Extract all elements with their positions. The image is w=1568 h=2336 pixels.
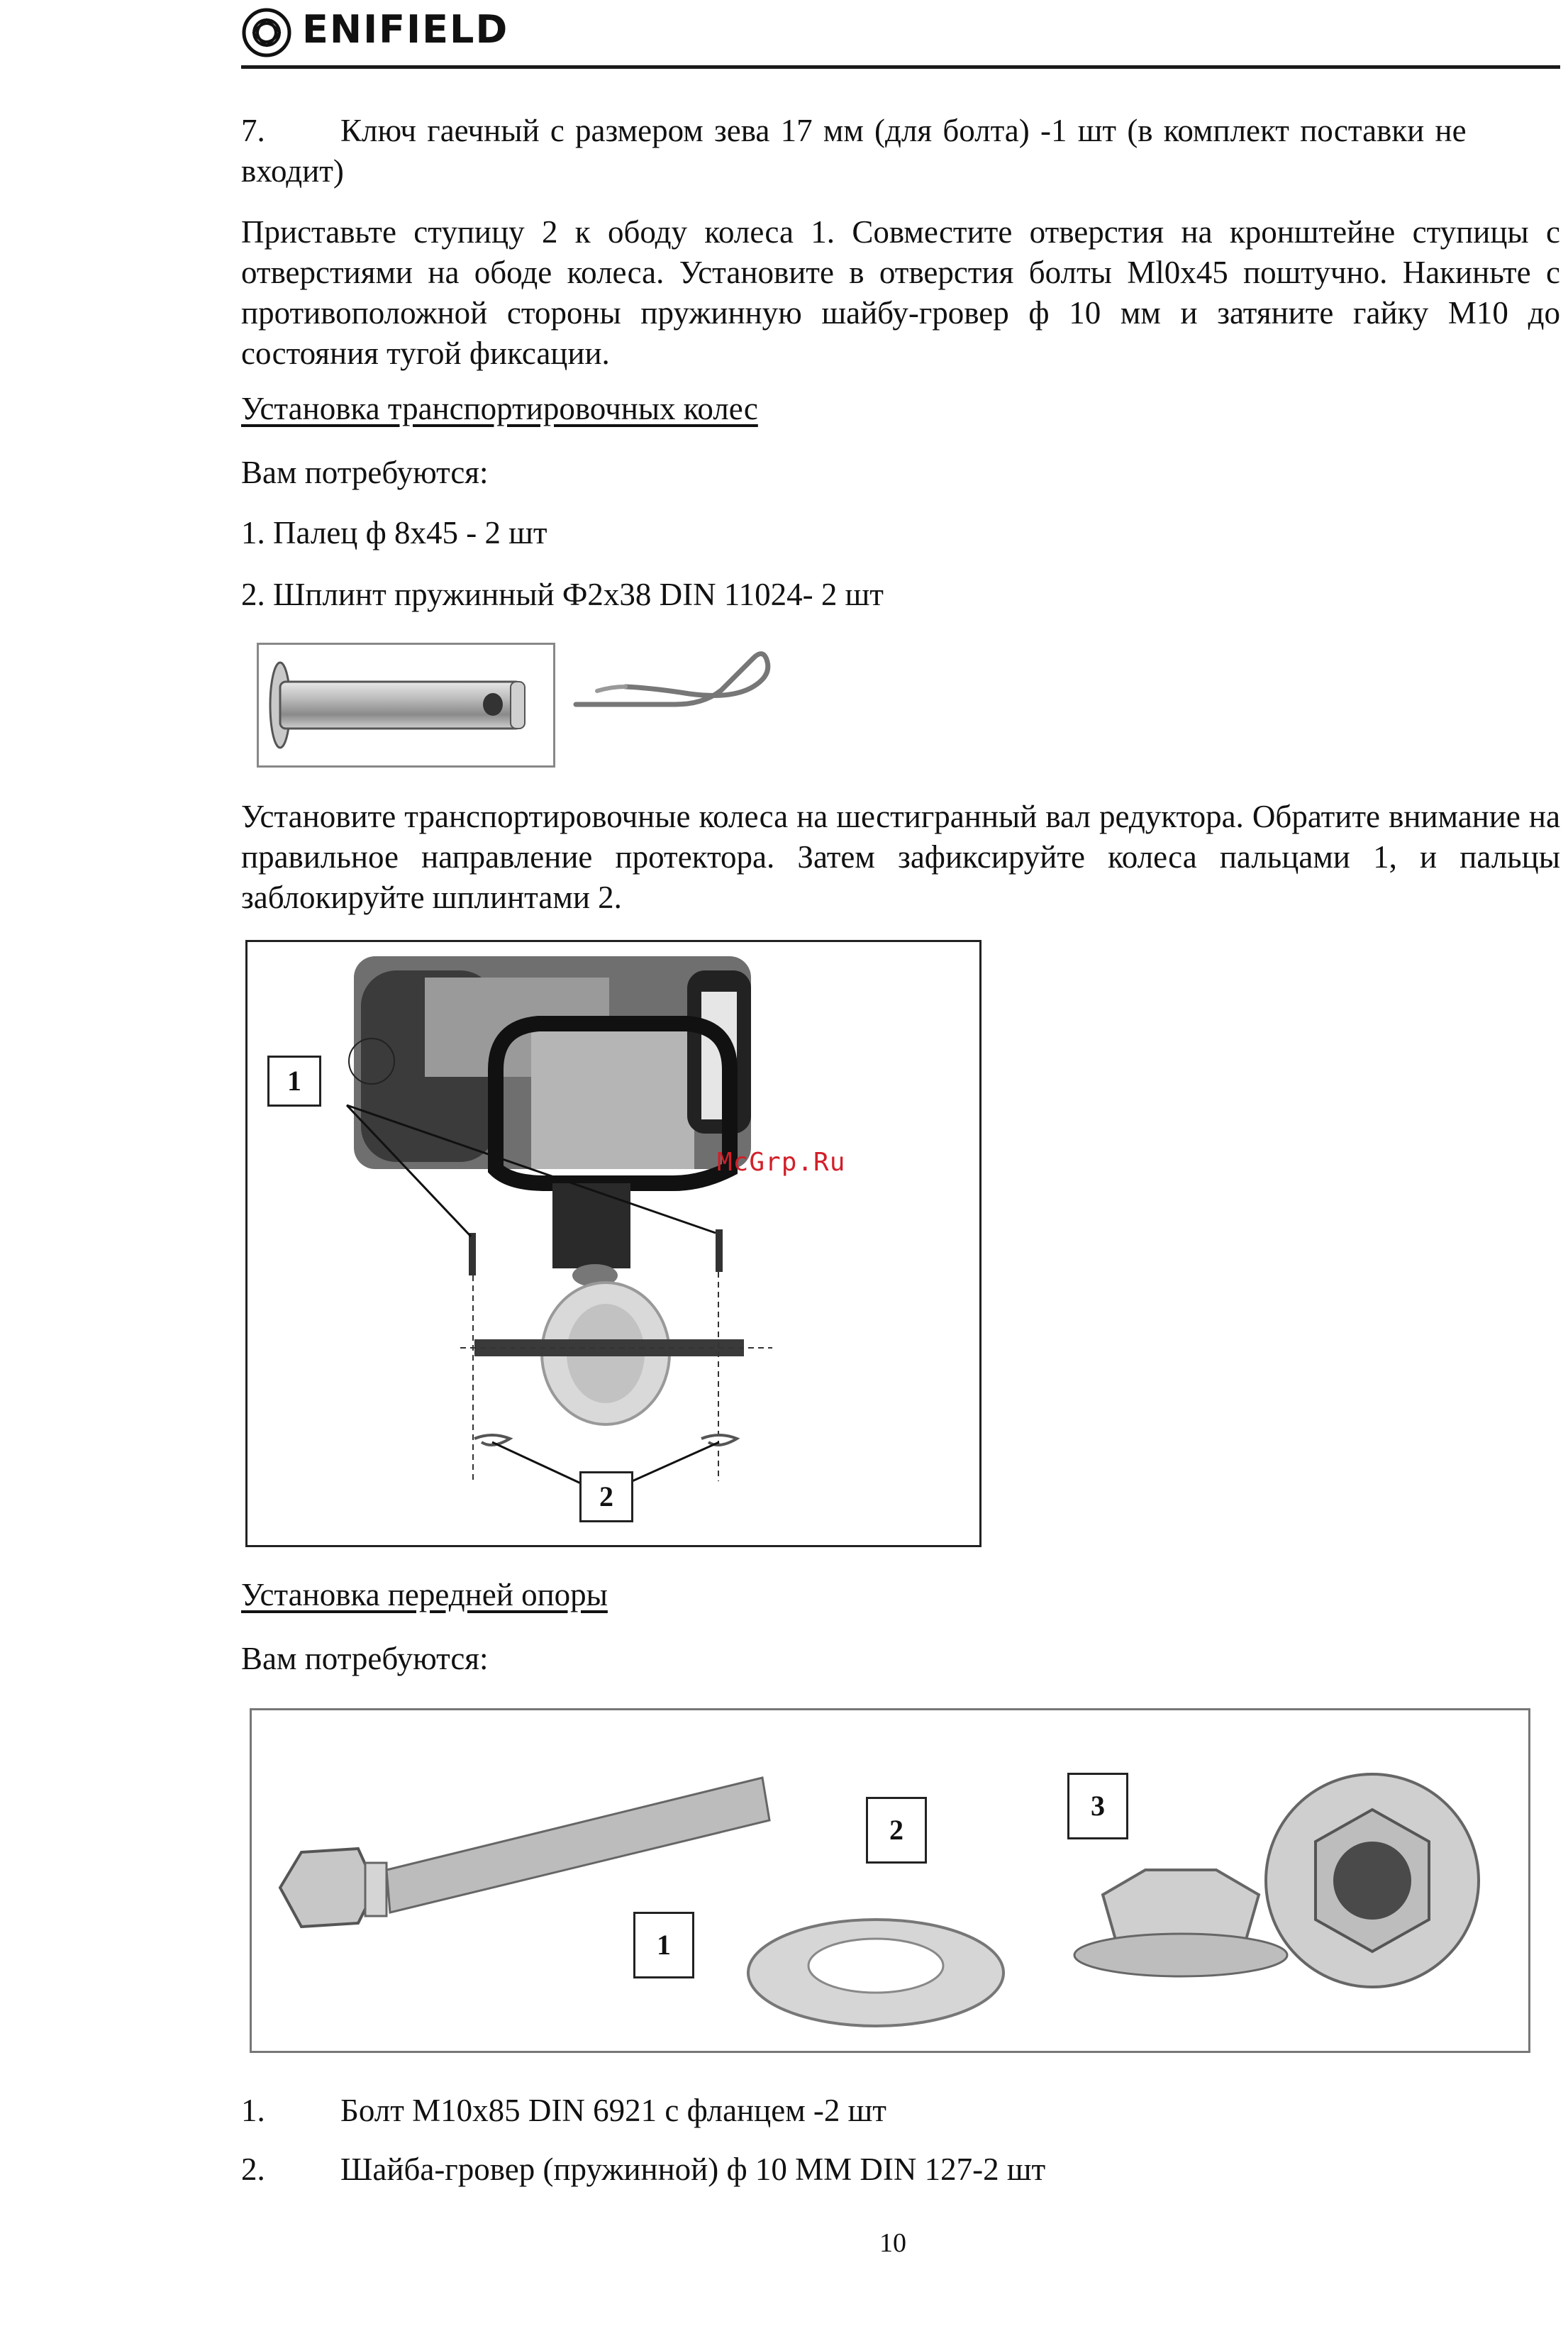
item-7 [241, 111, 1560, 192]
item-7-line2: входит) [241, 153, 344, 189]
watermark-text: McGrp.Ru [717, 1148, 846, 1177]
header-logo [241, 4, 539, 61]
transport-instruction: Установите транспортировочные колеса на шестигранный вал редуктора. Обратите внимание на правильное направление протектора. Затем зафиксируйте колеса пальцами 1, и пальцы заблокируйте шплинтами 2. [241, 799, 1560, 915]
front-item-2 [241, 2149, 1045, 2190]
bolt-icon [280, 1778, 769, 1927]
transport-heading: Установка транспортировочных колес [241, 391, 758, 426]
hex-nut-icon [1074, 1870, 1287, 1976]
logo-emblem-icon [241, 7, 292, 58]
clevis-pin-icon [259, 645, 553, 765]
item-7-number: 7. [241, 113, 265, 148]
spring-cotter-pin-icon [569, 637, 782, 722]
bolt-washer-nut-illustration [252, 1710, 1528, 2051]
parts-label-2: 2 [866, 1797, 927, 1864]
page-number: 10 [879, 2228, 906, 2258]
front-item-1-text: Болт М10х85 DIN 6921 с фланцем -2 шт [340, 2093, 886, 2128]
item-7-line1: Ключ гаечный с размером зева 17 мм (для болта) -1 шт (в комплект поставки не [340, 113, 1467, 148]
flange-nut-icon [1266, 1774, 1479, 1987]
front-support-heading: Установка передней опоры [241, 1577, 608, 1612]
logo-text: ENIFIELD [302, 7, 509, 52]
figure-label-1: 1 [267, 1056, 321, 1107]
hub-paragraph: Приставьте ступицу 2 к ободу колеса 1. Совместите отверстия на кронштейне ступицы с отверстиями на ободе колеса. Установите в отверстия болты Ml0x45 поштучно. Накиньте с противоположной стороны пружинную шайбу-гровер ф 10 мм и затяните гайку М10 до состояния тугой фиксации. [241, 214, 1560, 371]
front-item-1-number: 1. [241, 2093, 265, 2128]
transport-item-1: 1. Палец ф 8х45 - 2 шт [241, 515, 547, 550]
front-item-2-number: 2. [241, 2152, 265, 2187]
pin-image [257, 643, 555, 768]
header-rule [241, 65, 1560, 69]
parts-label-1: 1 [633, 1912, 694, 1978]
transport-needs: Вам потребуются: [241, 455, 489, 490]
front-support-needs: Вам потребуются: [241, 1641, 489, 1676]
transport-item-2: 2. Шплинт пружинный Ф2х38 DIN 11024- 2 шт [241, 577, 884, 612]
transport-wheels-figure [245, 940, 982, 1547]
parts-label-3: 3 [1067, 1773, 1128, 1839]
figure-label-2: 2 [579, 1471, 633, 1522]
front-item-2-text: Шайба-гровер (пружинной) ф 10 ММ DIN 127-2 шт [340, 2152, 1046, 2187]
front-item-1 [241, 2091, 886, 2131]
gear-reducer-illustration [248, 942, 979, 1545]
front-support-parts-figure [250, 1708, 1530, 2053]
spring-washer-icon [748, 1920, 1003, 2026]
pin-parts-image [257, 637, 782, 765]
